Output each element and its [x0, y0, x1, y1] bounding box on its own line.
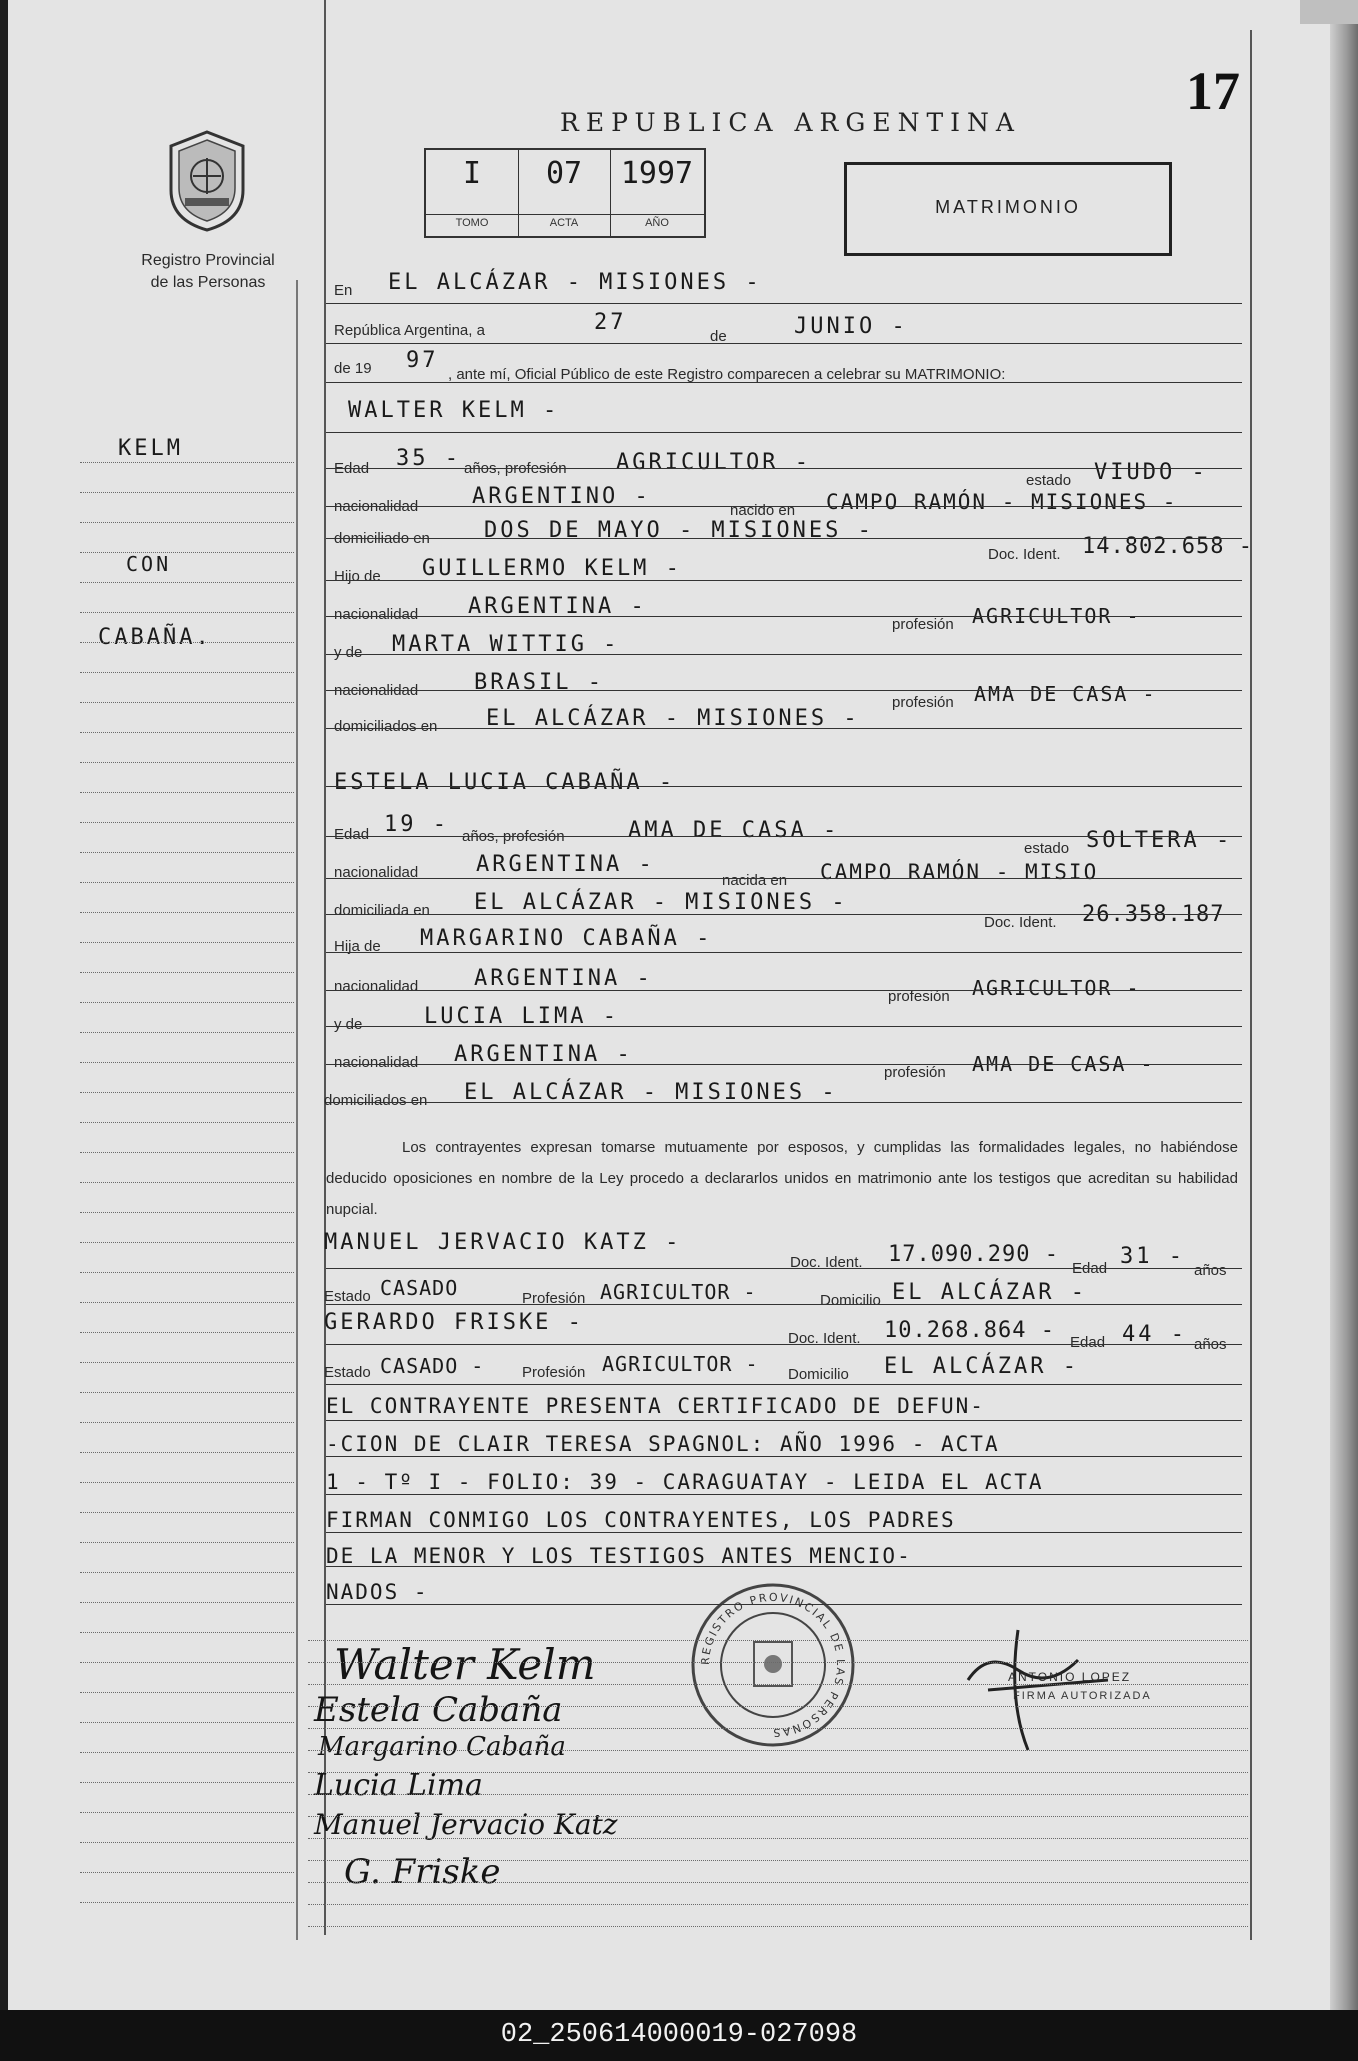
- certificate-page: [8, 0, 1330, 2010]
- registry-line-1: Registro Provincial: [141, 252, 275, 269]
- bride-father: MARGARINO CABAÑA -: [420, 926, 713, 951]
- witness2-name: GERARDO FRISKE -: [324, 1310, 584, 1335]
- margin-ruled-line: [80, 1482, 294, 1483]
- document-title: REPUBLICA ARGENTINA: [560, 108, 1021, 137]
- margin-ruled-line: [80, 1332, 294, 1333]
- margin-ruled-line: [80, 1542, 294, 1543]
- signature-ruled-line: [308, 1794, 1248, 1795]
- witness2-doc: 10.268.864 -: [884, 1318, 1055, 1343]
- bride-domiciliada-label: domiciliada en: [334, 902, 430, 919]
- margin-ruled-line: [80, 822, 294, 823]
- groom-doc: 14.802.658 -: [1082, 534, 1253, 559]
- witness2-anos-label: años: [1194, 1336, 1227, 1353]
- form-fill-line: [326, 382, 1242, 383]
- tomo-cell: [426, 150, 519, 236]
- registry-name: [118, 250, 298, 294]
- signature-ruled-line: [308, 1750, 1248, 1751]
- margin-ruled-line: [80, 1632, 294, 1633]
- groom-father-nationality: ARGENTINA -: [468, 594, 647, 619]
- signature-ruled-line: [308, 1728, 1248, 1729]
- bride-age: 19 -: [384, 812, 449, 837]
- officer-title: FIRMA AUTORIZADA: [1013, 1690, 1152, 1702]
- margin-ruled-line: [80, 1512, 294, 1513]
- bride-father-prof-label: profesión: [888, 988, 950, 1005]
- margin-surname-2: CABAÑA.: [98, 625, 212, 650]
- note-line-3: 1 - Tº I - FOLIO: 39 - CARAGUATAY - LEIDA EL ACTA: [326, 1470, 1044, 1494]
- bride-father-nationality: ARGENTINA -: [474, 966, 653, 991]
- witness2-edad-label: Edad: [1070, 1334, 1106, 1351]
- groom-civil-status: VIUDO -: [1094, 460, 1208, 485]
- groom-nationality: ARGENTINO -: [472, 484, 651, 509]
- witness2-domicile: EL ALCÁZAR -: [884, 1354, 1079, 1379]
- margin-ruled-line: [80, 1212, 294, 1213]
- margin-ruled-line: [80, 1692, 294, 1693]
- signature-ruled-line: [308, 1926, 1248, 1927]
- officer-name: ANTONIO LOPEZ: [1008, 1670, 1132, 1684]
- bride-nacionalidad-label: nacionalidad: [334, 864, 419, 881]
- margin-ruled-line: [80, 1242, 294, 1243]
- margin-surname-1: KELM: [118, 436, 183, 461]
- margin-ruled-line: [80, 1752, 294, 1753]
- signature-ruled-line: [308, 1882, 1248, 1883]
- note-line-5: DE LA MENOR Y LOS TESTIGOS ANTES MENCIO-: [326, 1544, 912, 1568]
- label-de19: de 19: [334, 360, 372, 377]
- form-fill-line: [326, 836, 1242, 837]
- date-year: 97: [406, 348, 439, 373]
- margin-ruled-line: [80, 522, 294, 523]
- signature-ruled-line: [308, 1640, 1248, 1641]
- margin-ruled-line: [80, 1392, 294, 1393]
- page-number: 17: [1186, 61, 1240, 121]
- groom-nacido-label: nacido en: [730, 502, 796, 519]
- margin-ruled-line: [80, 612, 294, 613]
- bride-mother-nat-label: nacionalidad: [334, 1054, 419, 1071]
- bride-nationality: ARGENTINA -: [476, 852, 655, 877]
- ano-label: AÑO: [610, 214, 704, 229]
- margin-ruled-line: [80, 1602, 294, 1603]
- signature-estela-cabana: Estela Cabaña: [314, 1690, 563, 1730]
- witness1-profession: AGRICULTOR -: [600, 1280, 757, 1304]
- witness2-status: CASADO -: [380, 1354, 485, 1378]
- note-line-4: FIRMAN CONMIGO LOS CONTRAYENTES, LOS PADRES: [326, 1508, 956, 1532]
- margin-ruled-line: [80, 1002, 294, 1003]
- form-fill-line: [326, 1102, 1242, 1103]
- margin-ruled-line: [80, 1452, 294, 1453]
- bride-doc: 26.358.187: [1082, 902, 1225, 927]
- form-fill-line: [326, 580, 1242, 581]
- margin-ruled-line: [80, 1062, 294, 1063]
- form-fill-line: [326, 1420, 1242, 1421]
- form-fill-line: [326, 728, 1242, 729]
- form-fill-line: [326, 690, 1242, 691]
- margin-ruled-line: [80, 1182, 294, 1183]
- signature-ruled-line: [308, 1706, 1248, 1707]
- margin-ruled-line: [80, 1362, 294, 1363]
- form-fill-line: [326, 1064, 1242, 1065]
- form-fill-line: [326, 468, 1242, 469]
- declaration-text: Los contrayentes expresan tomarse mutuamente por esposos, y cumplidas las formalidades legales, no habiéndose deducido oposiciones en nombre de la Ley procedo a declararlos unidos en matrimonio ante los testigos que acreditan su habilidad nupcial.: [326, 1139, 1238, 1218]
- bride-civil-status: SOLTERA -: [1086, 828, 1233, 853]
- note-line-1: EL CONTRAYENTE PRESENTA CERTIFICADO DE DEFUN-: [326, 1394, 985, 1418]
- signature-manuel-katz: Manuel Jervacio Katz: [314, 1808, 618, 1841]
- acta-cell: [518, 150, 611, 236]
- act-type: MATRIMONIO: [935, 197, 1081, 217]
- witness1-profesion-label: Profesión: [522, 1290, 586, 1307]
- officer-signature-icon: [908, 1610, 1148, 1760]
- form-fill-line: [326, 1268, 1242, 1269]
- groom-father: GUILLERMO KELM -: [422, 556, 682, 581]
- stamp-ring-text: REGISTRO PROVINCIAL DE LAS PERSONAS: [698, 1590, 848, 1740]
- acta-label: ACTA: [518, 214, 610, 229]
- witness2-age: 44 -: [1122, 1322, 1187, 1347]
- margin-ruled-line: [80, 1032, 294, 1033]
- margin-ruled-line: [80, 582, 294, 583]
- book-spine: [1330, 0, 1358, 2010]
- witness2-estado-label: Estado: [324, 1364, 371, 1381]
- bride-estado-label: estado: [1024, 840, 1070, 857]
- label-republica: República Argentina, a: [334, 322, 485, 339]
- margin-ruled-line: [80, 1122, 294, 1123]
- registry-seal-stamp-icon: [688, 1580, 858, 1750]
- margin-connector: CON: [126, 552, 172, 576]
- bride-name: ESTELA LUCIA CABAÑA -: [334, 770, 676, 795]
- groom-mother: MARTA WITTIG -: [392, 632, 620, 657]
- form-fill-line: [326, 303, 1242, 304]
- form-fill-line: [326, 538, 1242, 539]
- groom-mother-nationality: BRASIL -: [474, 670, 604, 695]
- note-line-6: NADOS -: [326, 1580, 429, 1604]
- form-fill-line: [326, 1304, 1242, 1305]
- groom-mother-nat-label: nacionalidad: [334, 682, 419, 699]
- registry-line-2: de las Personas: [150, 274, 266, 291]
- form-fill-line: [326, 1494, 1242, 1495]
- form-fill-line: [326, 343, 1242, 344]
- date-day: 27: [594, 310, 627, 335]
- right-rule: [1250, 30, 1252, 1940]
- groom-father-prof-label: profesión: [892, 616, 954, 633]
- groom-doc-label: Doc. Ident.: [988, 546, 1061, 563]
- acta-value: 07: [545, 156, 583, 191]
- bride-father-profession: AGRICULTOR -: [972, 976, 1141, 1000]
- bride-birthplace: CAMPO RAMÓN - MISIO: [820, 860, 1099, 884]
- tomo-value: I: [462, 156, 482, 191]
- margin-ruled-line: [80, 762, 294, 763]
- bride-domicile: EL ALCÁZAR - MISIONES -: [474, 890, 848, 915]
- margin-ruled-line: [80, 942, 294, 943]
- groom-parents-dom-label: domiciliados en: [334, 718, 438, 735]
- margin-ruled-line: [80, 1782, 294, 1783]
- margin-ruled-line: [80, 642, 294, 643]
- form-fill-line: [326, 1532, 1242, 1533]
- signature-ruled-line: [308, 1904, 1248, 1905]
- label-en: En: [334, 282, 353, 299]
- witness1-edad-label: Edad: [1072, 1260, 1108, 1277]
- margin-ruled-line: [80, 732, 294, 733]
- ano-cell: [610, 150, 704, 236]
- form-fill-line: [326, 1456, 1242, 1457]
- form-fill-line: [326, 1566, 1242, 1567]
- bride-father-nat-label: nacionalidad: [334, 978, 419, 995]
- margin-ruled-line: [80, 1152, 294, 1153]
- margin-ruled-line: [80, 972, 294, 973]
- margin-ruled-line: [80, 1812, 294, 1813]
- groom-father-profession: AGRICULTOR -: [972, 604, 1141, 628]
- signature-ruled-line: [308, 1860, 1248, 1861]
- witness1-anos-label: años: [1194, 1262, 1227, 1279]
- tomo-label: TOMO: [426, 214, 518, 229]
- groom-estado-label: estado: [1026, 472, 1072, 489]
- bride-mother: LUCIA LIMA -: [424, 1004, 619, 1029]
- form-fill-line: [326, 432, 1242, 433]
- main-left-rule: [296, 280, 298, 1940]
- margin-ruled-line: [80, 462, 294, 463]
- bride-profession: AMA DE CASA -: [628, 818, 840, 843]
- margin-ruled-line: [80, 1902, 294, 1903]
- witness1-estado-label: Estado: [324, 1288, 371, 1305]
- left-margin-rule: [324, 0, 326, 1935]
- margin-ruled-line: [80, 852, 294, 853]
- form-fill-line: [326, 878, 1242, 879]
- signature-margarino-cabana: Margarino Cabaña: [318, 1732, 566, 1762]
- form-fill-line: [326, 1384, 1242, 1385]
- margin-ruled-line: [80, 1722, 294, 1723]
- margin-ruled-line: [80, 1872, 294, 1873]
- groom-domicile: DOS DE MAYO - MISIONES -: [484, 518, 874, 543]
- signature-ruled-line: [308, 1684, 1248, 1685]
- signature-lucia-lima: Lucia Lima: [314, 1768, 483, 1803]
- margin-ruled-line: [80, 912, 294, 913]
- bride-yde-label: y de: [334, 1016, 363, 1033]
- bride-doc-label: Doc. Ident.: [984, 914, 1057, 931]
- bride-anos-profesion-label: años, profesión: [462, 828, 565, 845]
- bride-edad-label: Edad: [334, 826, 370, 843]
- act-type-box: [844, 162, 1172, 256]
- margin-ruled-line: [80, 702, 294, 703]
- form-fill-line: [326, 1026, 1242, 1027]
- witness1-domicile: EL ALCÁZAR -: [892, 1280, 1087, 1305]
- form-fill-line: [326, 1344, 1242, 1345]
- witness2-doc-label: Doc. Ident.: [788, 1330, 861, 1347]
- bride-parents-domicile: EL ALCÁZAR - MISIONES -: [464, 1080, 838, 1105]
- margin-ruled-line: [80, 1662, 294, 1663]
- form-fill-line: [326, 506, 1242, 507]
- witness1-status: CASADO: [380, 1276, 459, 1300]
- groom-age: 35 -: [396, 446, 461, 471]
- groom-nacionalidad-label: nacionalidad: [334, 498, 419, 515]
- form-fill-line: [326, 786, 1242, 787]
- witness2-profesion-label: Profesión: [522, 1364, 586, 1381]
- margin-ruled-line: [80, 1422, 294, 1423]
- margin-ruled-line: [80, 1092, 294, 1093]
- form-fill-line: [326, 1604, 1242, 1605]
- witness1-doc-label: Doc. Ident.: [790, 1254, 863, 1271]
- signature-ruled-line: [308, 1838, 1248, 1839]
- groom-father-nat-label: nacionalidad: [334, 606, 419, 623]
- form-fill-line: [326, 616, 1242, 617]
- groom-domiciliado-label: domiciliado en: [334, 530, 430, 547]
- groom-name: WALTER KELM -: [348, 398, 560, 423]
- groom-parents-domicile: EL ALCÁZAR - MISIONES -: [486, 706, 860, 731]
- record-number-box: [424, 148, 706, 238]
- form-fill-line: [326, 990, 1242, 991]
- place-value: EL ALCÁZAR - MISIONES -: [388, 270, 762, 295]
- bride-mother-nationality: ARGENTINA -: [454, 1042, 633, 1067]
- groom-yde-label: y de: [334, 644, 363, 661]
- signature-ruled-line: [308, 1662, 1248, 1663]
- image-caption: 02_250614000019-027098: [0, 2010, 1358, 2061]
- margin-ruled-line: [80, 1272, 294, 1273]
- witness2-domicilio-label: Domicilio: [788, 1366, 849, 1383]
- date-month: JUNIO -: [794, 314, 908, 339]
- signature-ruled-line: [308, 1772, 1248, 1773]
- margin-ruled-line: [80, 552, 294, 553]
- margin-ruled-line: [80, 1842, 294, 1843]
- groom-edad-label: Edad: [334, 460, 370, 477]
- witness1-domicilio-label: Domicilio: [820, 1292, 881, 1309]
- book-top-edge: [1300, 0, 1358, 24]
- bride-mother-profession: AMA DE CASA -: [972, 1052, 1155, 1076]
- note-line-2: -CION DE CLAIR TERESA SPAGNOL: AÑO 1996 - ACTA: [326, 1432, 1000, 1456]
- groom-mother-prof-label: profesión: [892, 694, 954, 711]
- witness1-doc: 17.090.290 -: [888, 1242, 1059, 1267]
- bride-parents-dom-label: domiciliados en: [324, 1092, 428, 1109]
- margin-ruled-line: [80, 672, 294, 673]
- margin-ruled-line: [80, 1572, 294, 1573]
- groom-profession: AGRICULTOR -: [616, 450, 811, 475]
- groom-anos-profesion-label: años, profesión: [464, 460, 567, 477]
- bride-mother-prof-label: profesión: [884, 1064, 946, 1081]
- groom-mother-profession: AMA DE CASA -: [974, 682, 1157, 706]
- groom-birthplace: CAMPO RAMÓN - MISIONES -: [826, 490, 1178, 514]
- signature-g-friske: G. Friske: [344, 1852, 501, 1892]
- date-statement: , ante mí, Oficial Público de este Registro comparecen a celebrar su MATRIMONIO:: [448, 366, 1006, 383]
- signature-walter-kelm: Walter Kelm: [334, 1640, 596, 1689]
- form-fill-line: [326, 914, 1242, 915]
- margin-ruled-line: [80, 792, 294, 793]
- form-fill-line: [326, 952, 1242, 953]
- bride-nacida-label: nacida en: [722, 872, 788, 889]
- bride-hija-label: Hija de: [334, 938, 381, 955]
- margin-ruled-line: [80, 492, 294, 493]
- form-fill-line: [326, 654, 1242, 655]
- groom-hijo-label: Hijo de: [334, 568, 381, 585]
- label-de: de: [710, 328, 727, 345]
- signature-ruled-line: [308, 1816, 1248, 1817]
- margin-ruled-line: [80, 882, 294, 883]
- ano-value: 1997: [620, 156, 694, 191]
- witness1-age: 31 -: [1120, 1244, 1185, 1269]
- provincial-seal-icon: [161, 128, 253, 234]
- margin-ruled-line: [80, 1302, 294, 1303]
- witness1-name: MANUEL JERVACIO KATZ -: [324, 1230, 682, 1255]
- witness2-profession: AGRICULTOR -: [602, 1352, 759, 1376]
